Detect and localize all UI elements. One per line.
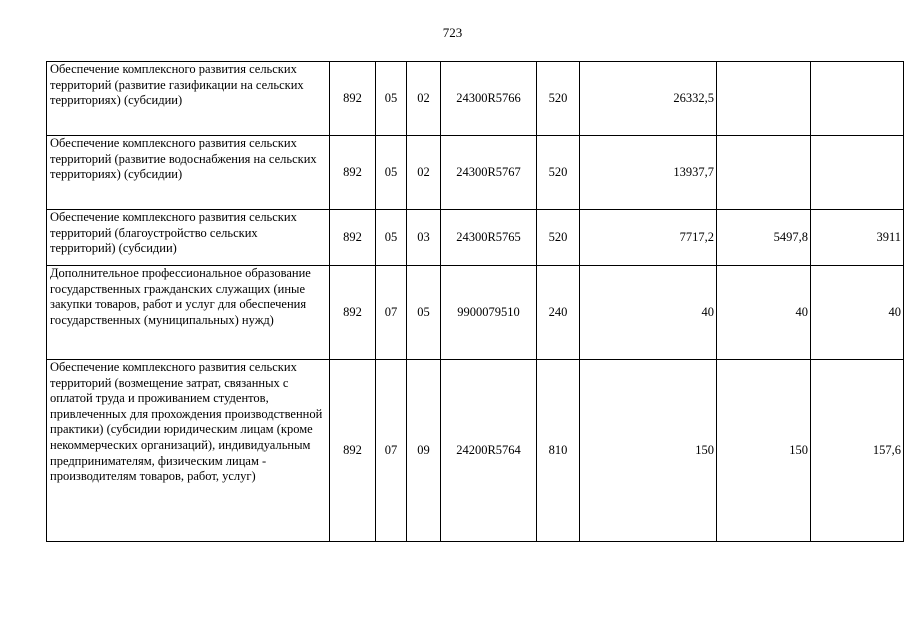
section-code: 05 bbox=[376, 136, 407, 210]
page-number: 723 bbox=[442, 25, 463, 40]
table-row bbox=[47, 360, 904, 542]
table-row bbox=[47, 210, 904, 266]
ministry-code: 892 bbox=[330, 266, 376, 360]
section-code: 05 bbox=[376, 62, 407, 136]
target-article-code: 24300R5766 bbox=[441, 62, 537, 136]
table-row bbox=[47, 136, 904, 210]
expense-type-code: 520 bbox=[537, 136, 580, 210]
amount-year-3: 40 bbox=[811, 266, 904, 360]
subsection-code: 02 bbox=[407, 62, 441, 136]
subsection-code: 02 bbox=[407, 136, 441, 210]
target-article-code: 24300R5765 bbox=[441, 210, 537, 266]
table-row bbox=[47, 62, 904, 136]
expense-type-code: 520 bbox=[537, 210, 580, 266]
ministry-code: 892 bbox=[330, 62, 376, 136]
row-description: Дополнительное профессиональное образование государственных гражданских служащих (иные закупки товаров, работ и услуг для обеспечения государственных (муниципальных) нужд) bbox=[47, 266, 330, 360]
amount-year-3: 3911 bbox=[811, 210, 904, 266]
expense-type-code: 810 bbox=[537, 360, 580, 542]
ministry-code: 892 bbox=[330, 360, 376, 542]
amount-year-1: 7717,2 bbox=[580, 210, 717, 266]
section-code: 07 bbox=[376, 266, 407, 360]
amount-year-2 bbox=[717, 136, 811, 210]
table-row bbox=[47, 266, 904, 360]
amount-year-2: 5497,8 bbox=[717, 210, 811, 266]
amount-year-1: 13937,7 bbox=[580, 136, 717, 210]
ministry-code: 892 bbox=[330, 210, 376, 266]
target-article-code: 9900079510 bbox=[441, 266, 537, 360]
amount-year-3: 157,6 bbox=[811, 360, 904, 542]
target-article-code: 24300R5767 bbox=[441, 136, 537, 210]
expense-type-code: 240 bbox=[537, 266, 580, 360]
amount-year-3 bbox=[811, 136, 904, 210]
amount-year-1: 26332,5 bbox=[580, 62, 717, 136]
row-description: Обеспечение комплексного развития сельских территорий (возмещение затрат, связанных с оплатой труда и проживанием студентов, привлеченных для прохождения производственной практики) (субсидии юридическим лицам (кроме некоммерческих организаций), индивидуальным предпринимателям, физическим лицам - производителям товаров, работ, услуг) bbox=[47, 360, 330, 542]
amount-year-1: 150 bbox=[580, 360, 717, 542]
amount-year-2: 40 bbox=[717, 266, 811, 360]
row-description: Обеспечение комплексного развития сельских территорий (развитие водоснабжения на сельских территориях) (субсидии) bbox=[47, 136, 330, 210]
subsection-code: 09 bbox=[407, 360, 441, 542]
subsection-code: 05 bbox=[407, 266, 441, 360]
expense-type-code: 520 bbox=[537, 62, 580, 136]
section-code: 05 bbox=[376, 210, 407, 266]
section-code: 07 bbox=[376, 360, 407, 542]
ministry-code: 892 bbox=[330, 136, 376, 210]
row-description: Обеспечение комплексного развития сельских территорий (благоустройство сельских территорий) (субсидии) bbox=[47, 210, 330, 266]
budget-table bbox=[46, 61, 904, 542]
amount-year-2 bbox=[717, 62, 811, 136]
target-article-code: 24200R5764 bbox=[441, 360, 537, 542]
amount-year-1: 40 bbox=[580, 266, 717, 360]
row-description: Обеспечение комплексного развития сельских территорий (развитие газификации на сельских территориях) (субсидии) bbox=[47, 62, 330, 136]
amount-year-3 bbox=[811, 62, 904, 136]
amount-year-2: 150 bbox=[717, 360, 811, 542]
subsection-code: 03 bbox=[407, 210, 441, 266]
